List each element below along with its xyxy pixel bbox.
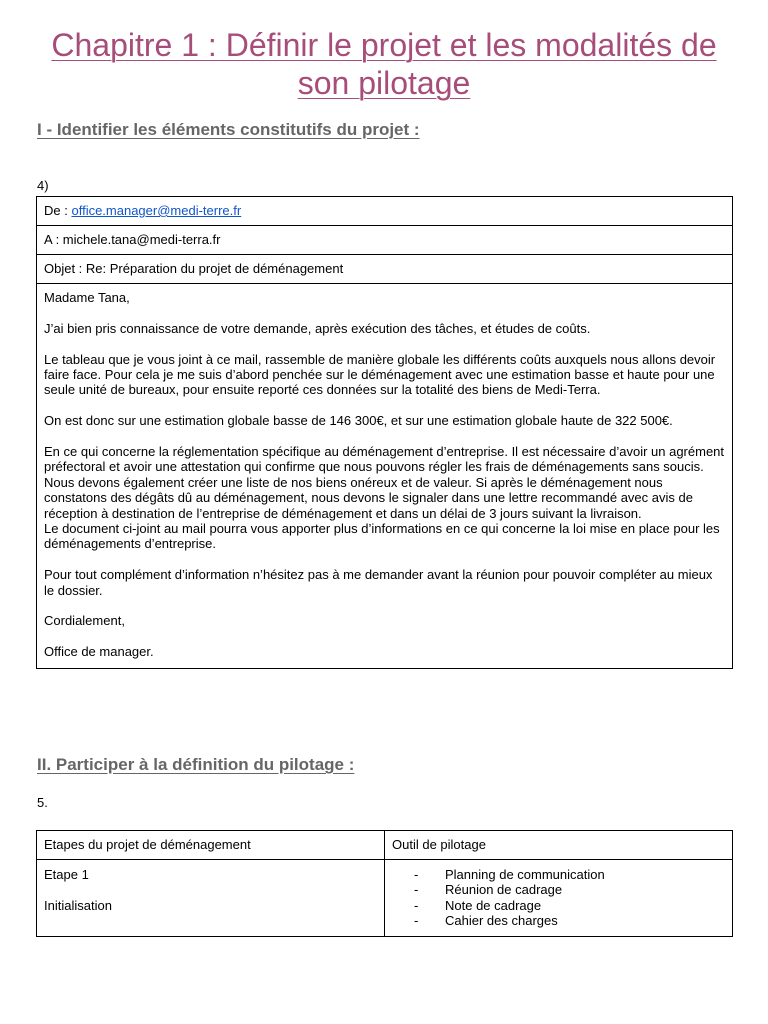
step-phase: Initialisation [44, 897, 112, 913]
page-title: Chapitre 1 : Définir le projet et les modalités de son pilotage [51, 27, 717, 101]
step-cell [37, 860, 385, 937]
item-number-4: 4) [37, 178, 49, 193]
list-item: - Réunion de cadrage [414, 882, 725, 897]
email-greeting: Madame Tana, [44, 290, 130, 305]
step-label: Etape 1 [44, 867, 89, 882]
email-to-cell: A : michele.tana@medi-terra.fr [37, 226, 733, 255]
email-paragraph: Pour tout complément d’information n’hésitez pas à me demander avant la réunion pour pouvoir compléter au mieux le dossier. [44, 567, 713, 598]
section-1-heading: I - Identifier les éléments constitutifs du projet : [37, 120, 420, 139]
steps-header-row [37, 831, 733, 860]
email-signature: Office de manager. [44, 644, 154, 660]
email-paragraph: En ce qui concerne la réglementation spécifique au déménagement d’entreprise. Il est nécessaire d’avoir un agrément préfectoral et avoir une attestation qui confirme que nous pouvons régler les frais de déménagements sans soucis. Nous devons également créer une liste de nos biens onéreux et de valeur. Si après le déménagement nous constatons des dégâts dû au déménagement, nous devons le signaler dans une lettre recommandé avec avis de réception à destination de l’entreprise de déménagement et dans un délai de 3 jours suivant la livraison. [44, 444, 725, 521]
email-table [36, 196, 733, 669]
email-from-cell [37, 197, 733, 226]
email-from-row [37, 197, 733, 226]
email-body [37, 284, 733, 669]
email-closing: Cordialement, [44, 613, 125, 629]
header-cell-tools: Outil de pilotage [385, 831, 733, 860]
email-body-row [37, 284, 733, 669]
table-row [37, 860, 733, 937]
list-item: - Note de cadrage [414, 898, 725, 913]
list-item: - Cahier des charges [414, 913, 725, 928]
item-number-5: 5. [37, 795, 48, 810]
from-label: De : [44, 203, 72, 218]
from-email-link[interactable]: office.manager@medi-terre.fr [71, 203, 242, 218]
email-paragraph: Le tableau que je vous joint à ce mail, rassemble de manière globale les différents coûts auxquels nous allons devoir faire face. Pour cela je me suis d’abord penchée sur le déménagement avec une estimation basse et haute pour une seule unité de bureaux, pour ensuite reporté ces données sur la totalité des biens de Medi-Terra. [44, 351, 716, 398]
email-to-row [37, 226, 733, 255]
email-subject-row [37, 255, 733, 284]
steps-table [36, 830, 733, 937]
tools-list [392, 867, 725, 929]
email-paragraph: J’ai bien pris connaissance de votre demande, après exécution des tâches, et études de coûts. [44, 320, 591, 336]
email-subject-cell: Objet : Re: Préparation du projet de déménagement [37, 255, 733, 284]
email-paragraph: On est donc sur une estimation globale basse de 146 300€, et sur une estimation globale haute de 322 500€. [44, 413, 673, 429]
section-2-heading: II. Participer à la définition du pilotage : [37, 755, 355, 774]
list-item: - Planning de communication [414, 867, 725, 882]
email-paragraph: Le document ci-joint au mail pourra vous apporter plus d’informations en ce qui concerne la loi mise en place pour les déménagements d’entreprise. [44, 521, 720, 552]
tools-cell [385, 860, 733, 937]
header-cell-steps: Etapes du projet de déménagement [37, 831, 385, 860]
